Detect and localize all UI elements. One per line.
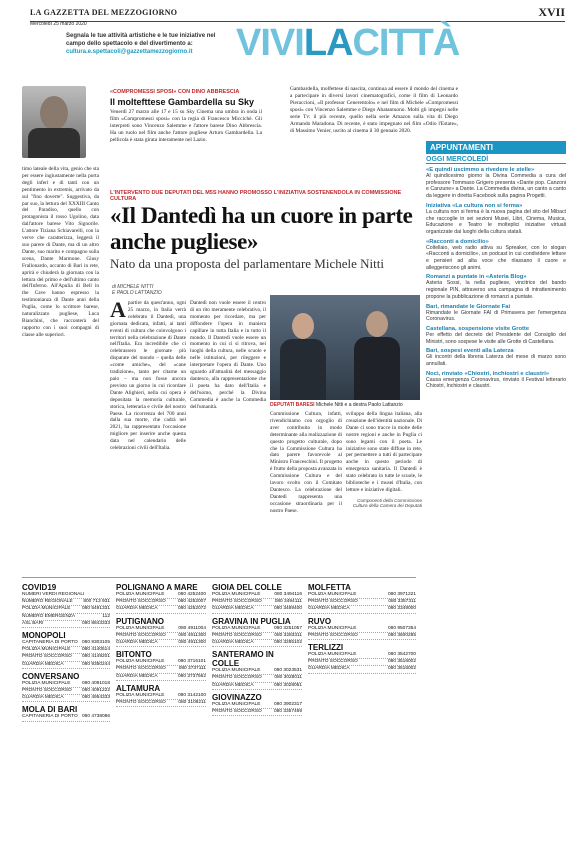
phone-number: 080 4091222 [81, 688, 110, 694]
phone-label: POLIZIA MUNICIPALE [22, 680, 71, 686]
phone-label: GUARDIA MEDICA [22, 695, 64, 701]
byline-author-1: di MICHELE NITTI [112, 284, 154, 290]
city-name: PUTIGNANO [116, 616, 164, 626]
phone-label: PRONTO SOCCORSO [116, 632, 166, 638]
phone-label: POLIZIA MUNICIPALE [212, 701, 261, 707]
pharmacy-column-3 [212, 580, 302, 835]
contact-note-text: Segnala le tue attività artistiche e le tue iniziative nel campo dello spettacolo e del divertimento a: [66, 33, 216, 47]
appointments-sidebar [426, 141, 566, 831]
news-box-gambardella [110, 89, 262, 144]
city-name: SANTERAMO IN COLLE [212, 650, 274, 669]
phone-row [308, 606, 416, 613]
phone-number: 080 5491331 [81, 606, 110, 612]
phone-number: 080 3357469 [273, 709, 302, 715]
city-name: CONVERSANO [22, 671, 80, 681]
phone-label: POLIZIA MUNICIPALE [308, 652, 357, 658]
phone-number: 080 3542700 [387, 652, 416, 658]
phone-label: PRONTO SOCCORSO [116, 599, 166, 605]
phone-row [116, 693, 206, 700]
deputy-2-head [366, 311, 388, 337]
appointment-title: Bari, sospesi eventi alla Laterza [426, 348, 514, 355]
appointment-text: Gli incontri della libreria Laterza del mese di marzo sono annullati. [426, 354, 566, 368]
phone-number: 800 713 931 [83, 599, 110, 605]
appointment-title: Noci, rinviato «Chiostri, inchiostri e claustri» [426, 370, 550, 377]
phone-number: 080 4140514 [81, 647, 110, 653]
phone-row [116, 666, 206, 673]
phone-number: 080 3251057 [273, 625, 302, 631]
phone-number: 080 3283311 [274, 632, 302, 638]
phone-row [212, 626, 302, 633]
phone-label: POLIZIA MUNICIPALE [116, 659, 165, 665]
photo-caption [270, 402, 420, 408]
appointment-title: «E quindi uscimmo a rivedere le stelle» [426, 167, 535, 173]
phone-label: POLIZIA MUNICIPALE [212, 668, 261, 674]
phone-number: 080 3600285 [387, 632, 416, 638]
phone-number: 080 3516002 [387, 666, 416, 672]
phone-row [22, 681, 110, 688]
appointments-heading: APPUNTAMENTI [426, 141, 566, 154]
phone-row [212, 606, 302, 613]
city-name: ALTAMURA [116, 683, 161, 693]
article-column-2: Dantedì non vuole essere il centro di un rito meramente celebrativo, il momento per ricordare, ma per diffondere l'opera in maniera capillare in tutta Italia e in tutto il mondo. Il Dantedì vuole essere un momento in cui ci si ritrova, nei luoghi della cultura, nelle scuole e nelle istituzioni, per rileggere e interpretare l'opera di Dante. Uno sguardo all'attualità del messaggio dantesco, alla rappresentazione che il poeta ha dato dell'Italia e dell'uomo, perché la Divina Commedia è anche la Commedia dell'umanità. [190, 300, 266, 410]
phone-number: 080 4149201 [81, 654, 110, 660]
phone-label: PRONTO SOCCORSO [212, 632, 262, 638]
phone-number: 080 3028011 [274, 675, 302, 681]
phone-row [308, 633, 416, 640]
phone-number: 080 3902317 [273, 701, 302, 707]
article-column-1 [110, 300, 186, 570]
phone-label: POLIZIA MUNICIPALE [22, 606, 71, 612]
phone-label: GUARDIA MEDICA [308, 606, 350, 612]
phone-label: NUMERI VERDI REGIONALI [22, 592, 85, 597]
phone-row [212, 683, 302, 690]
phone-number: 080 3108211 [178, 700, 206, 706]
phone-row [212, 709, 302, 716]
phone-number: 080 4252072 [177, 606, 206, 612]
phone-label: POLIZIA MUNICIPALE [22, 647, 71, 653]
appointment-text: La cultura non si ferma è la nuova pagina del sito del Mibact che raccoglie in sei sezioni Musei, Libri, Cinema, Musica, Educazione e Teatro le molteplici iniziative virtuali organizzate dai luoghi della cultura statali. [426, 208, 566, 235]
phone-number: 080 3357311 [388, 599, 416, 605]
phone-label: PRONTO SOCCORSO [116, 700, 166, 706]
phone-row [212, 633, 302, 640]
appointment-title: Iniziativa «La cultura non si ferma» [426, 202, 523, 209]
brand-part-b: LA [303, 22, 353, 64]
phone-label: PRONTO SOCCORSO [308, 632, 358, 638]
box-text: Venerdì 27 marzo alle 17 e 15 su Sky Cinema una umbra in onda il film «Compromessi sposi» con la regia di Francesco Miccichè. Gli interpreti sono Vincenzo Salemme e l'attore barese Dino Abbrescia. Ha un ruolo nel film anche l'attore pugliese Arturo Gambardella. La pellicola è stata girata interamente nel Lazio. [110, 109, 262, 143]
phone-label: ASL BARI [22, 620, 44, 626]
phone-row [212, 675, 302, 682]
appointment-text: Asteria Sossi, la nella pugliese, vincitrice del bando regionale PIN, attraverso una campagna di intrattenimento propone la pubblicazione di romanzi a puntate. [426, 280, 566, 300]
phone-label: PRONTO SOCCORSO [22, 654, 72, 660]
deputy-2-body [354, 337, 400, 400]
appointment-title: «Racconti a domicilio» [426, 238, 489, 245]
section-divider [22, 577, 416, 578]
phone-label: GUARDIA MEDICA [212, 640, 254, 646]
city-name: RUVO [308, 616, 332, 626]
article-kicker: L'INTERVENTO DUE DEPUTATI DEL M5S HANNO PROMOSSO L'INIZIATIVA SOSTENENDOLA IN COMMISSIONE CULTURA [110, 190, 402, 202]
phone-label: PRONTO SOCCORSO [308, 599, 358, 605]
phone-row [116, 674, 206, 681]
phone-row [22, 714, 110, 721]
city-name: GIOIA DEL COLLE [212, 583, 282, 592]
news-box-continued: Gambardella, molfettese di nascita, continua ad essere il mondo del cinema e a partecipare in diversi lavori cinematografici, come il film di Leonardo Pieraccioni, «Il professor Cenerentolo» e nel film di Michele «Compromessi sposi» con Vincenzo Salemme e Diego Abatantuono. Molti gli impegni nelle serie Tv: il più recente, quello nella serie Amazon sulla vita di Diego Armando Maradona. Di recente, è stato impegnato nel film «Odio l'Estate», di Massimo Venier, uscito al cinema il 30 gennaio 2020. [290, 86, 458, 134]
appointments-day: OGGI MERCOLEDÌ [426, 156, 566, 164]
box-title: Il moltefttese Gambardella su Sky [110, 97, 255, 107]
byline-author-2: E PAOLO LATTANZIO [112, 290, 162, 296]
phone-label: PRONTO SOCCORSO [308, 659, 358, 665]
portrait-photo [22, 86, 86, 158]
phone-number: 080 4911300 [178, 632, 206, 638]
phone-label: POLIZIA MUNICIPALE [116, 592, 165, 597]
phone-label: POLIZIA MUNICIPALE [212, 625, 261, 631]
pharmacy-column-1 [22, 580, 110, 835]
phone-label: GUARDIA MEDICA [212, 606, 254, 612]
city-name: TERLIZZI [308, 643, 344, 653]
phone-number: 080 3716101 [177, 659, 206, 665]
appointment-title: Bari, rimandate le Giornate Fai [426, 303, 511, 310]
phone-number: 080 9507354 [387, 625, 416, 631]
article-column-4-text: sviluppo della lingua italiana, alla creazione dell'identità nazionale. Di Dante ci sono tracce in molte delle nostre regioni e anche in Puglia ci sono legami con il poeta. Le iniziative sono state diffuse in rete, per permettere a tutti di partecipare anche in questo periodo di emergenza sanitaria. Il Dantedì è stato celebrato in tutte le scuole, le biblioteche e i musei d'Italia, con letture e iniziative digitali. [346, 411, 422, 493]
issue-date: Mercoledì 25 marzo 2020 [30, 21, 87, 27]
phone-number: 080 4911004 [178, 625, 206, 631]
section-brand [236, 22, 459, 65]
phone-label: GUARDIA MEDICA [116, 640, 158, 646]
phone-label: GUARDIA MEDICA [22, 661, 64, 667]
phone-label: CAPITANERIA DI PORTO [22, 640, 78, 646]
phone-label: PRONTO SOCCORSO [212, 675, 262, 681]
phone-number: 080 3489400 [273, 606, 302, 612]
phone-number: 080 3737111 [178, 666, 206, 672]
phone-row [116, 626, 206, 633]
phone-label: POLIZIA MUNICIPALE [212, 592, 261, 597]
phone-label: GUARDIA MEDICA [116, 673, 158, 679]
phone-label: GUARDIA MEDICA [212, 682, 254, 688]
phone-number: 080 3285102 [273, 640, 302, 646]
phone-label: NUMERO EMERGENZA [22, 613, 76, 619]
phone-row [116, 633, 206, 640]
phone-number: 080 4252400 [177, 592, 206, 597]
deputies-photo [270, 295, 420, 400]
appointments-list [426, 167, 566, 390]
city-name: MOLFETTA [308, 583, 351, 592]
phone-row [22, 606, 110, 613]
appointment-text: Coltellaio, web radio attiva su Spreaker, con lo slogan «Racconti a domicilio», un podcast in cui condividere letture e pensieri ad alta voce che rilassano il cuore e alleggeriscono gli animi. [426, 244, 566, 271]
caption-text: Michele Nitti e a destra Paolo Lattanzio [315, 402, 403, 408]
box-kicker: «COMPROMESSI SPOSI» CON DINO ABBRESCIA [110, 89, 240, 95]
drop-cap: A [110, 300, 126, 322]
city-name: BITONTO [116, 650, 152, 660]
phone-row [212, 702, 302, 709]
phone-label: PRONTO SOCCORSO [212, 599, 262, 605]
article-column-4 [346, 411, 422, 571]
appointment-text: Causa emergenza Coronavirus, rinviato il Festival letterario Chiostri, Inchiostri e claustri. [426, 376, 566, 390]
phone-number: 080 4738086 [81, 714, 110, 720]
phone-row [308, 666, 416, 673]
portrait-face [40, 96, 68, 130]
article-left-column: timo lateale della vita, genio che sta per essere ingiustamente nella porta degli inferi e di tanti con un pentimento in extremis, arrivato da sul "fino doverte". Suggestiva, da par suo, la lettura del XXXIII Canto del Paradiso, quello con protagonista il rosso Ugolino, data dall'attore barese Vito Signorile. L'attore Tiziana Schiavarelli, con la verve che caratterizza, leggerà il suo parere di Dante, ma di un altro Dante, suo marito e compagno sulla scena, Dante Marmone. Giusy Frallonardo, accanto di Bari in rete, aprirà e chiuderà la giornata con la lettura del primo e dell'ultimo canto dell'Inferno. All'Apulia di Bell in the Cave hanno espresso la testimonianza di Dante anni della Puglia, come lo scrittore barese, naturalizzato pugliese, Luca Bianchini, che racconterà del rapporto con i suoi compagni di classe alle superiori. [22, 166, 99, 338]
phone-number: 080 3737562 [177, 673, 206, 679]
phone-number: 080 3023531 [273, 668, 302, 674]
phone-number: 080 9303105 [81, 640, 110, 646]
phone-number: 080 3971221 [387, 592, 416, 597]
newspaper-name: LA GAZZETTA DEL MEZZOGIORNO [30, 8, 178, 17]
city-name: MOLA DI BARI [22, 705, 78, 715]
phone-label: POLIZIA MUNICIPALE [308, 625, 357, 631]
page-number: XVII [538, 5, 565, 19]
pharmacy-column-2 [116, 580, 206, 835]
contact-email[interactable]: cultura.e.spettacoli@gazzettamezzogiorno.it [66, 49, 193, 55]
phone-row [22, 621, 110, 628]
article-column-1-text: partire da quest'anno, ogni 25 marzo, in Italia verrà celebrato il Dantedì, una giornata dedicata, infatti, ai tanti eventi di cultura che coinvolgono i territori nella celebrazione di Dante nell'Italia. Era incredibile che ci celebrassero le giornate più disparate del mondo – quella delle «come amiche», del «cane tradizione», tanto per citarne un paio – ma non fosse ancora previsto un giorno in cui ricordare Dante Alighieri, nella cui opera è depositata la memoria culturale, storica, letteraria e civile del nostro Paese. La ricorrenza del 700 anni dalla sua morte, che cadrà nel 2021, ha rappresentato l'occasione migliore per inserire anche questa data nel calendario delle celebrazioni civili dell'Italia. [110, 300, 186, 452]
phone-number: 080 4954333 [81, 695, 110, 701]
phone-label: GUARDIA MEDICA [308, 666, 350, 672]
phone-row [212, 640, 302, 647]
phone-label: POLIZIA MUNICIPALE [116, 692, 165, 698]
page-header [30, 5, 565, 27]
phone-number: 080 4252007 [177, 599, 206, 605]
phone-label: CAPITANERIA DI PORTO [22, 714, 78, 720]
article-column-3: Commissione Cultura, infatti, rivendichiamo con orgoglio di aver contribuito in modo determinante alla realizzazione di questo progetto culturale, dopo che la Commissione Cultura ha dato parere favorevole al Ministro Franceschini. Il progetto è frutto della proposta avanzata in Commissione Cultura e del lavoro svolto con il Comitato Dantesco. La celebrazione del Dantedì rappresenta una occasione straordinaria per il nostro Paese. [270, 411, 342, 514]
phone-row [22, 662, 110, 669]
pharmacy-column-4 [308, 580, 416, 835]
phone-number: 080 3494111 [274, 599, 302, 605]
phone-row [22, 614, 110, 621]
phone-number: 080 3494116 [274, 592, 302, 597]
deputy-1-body [280, 339, 326, 400]
phone-label: PRONTO SOCCORSO [212, 709, 262, 715]
author-note: Componenti della Commissione Cultura della Camera dei Deputati [352, 497, 422, 509]
city-name: COVID19 [22, 583, 57, 592]
phone-number: 080 3516002 [387, 659, 416, 665]
city-name: GRAVINA IN PUGLIA [212, 616, 291, 626]
phone-number: 080 4091018 [81, 680, 110, 686]
phone-label: NUMERO REGIONALE [22, 599, 73, 605]
phone-row [116, 606, 206, 613]
deputy-1-head [292, 313, 314, 339]
appointment-text: Al quindicesimo giorno la Divina Commedia a cura del professore Tommaso Grigero presenta «Dante pop. Canzoni e Canzune» a Dante. La Commedia divina, un canto a canto da leggere in diretta Facebook sulla pagina Progetti. [426, 173, 566, 200]
article-byline [112, 284, 162, 296]
appointment-title: Romanzi a puntate in «Asteria Blog» [426, 274, 527, 281]
phone-number: 080 9350244 [81, 661, 110, 667]
brand-part-a: VIVI [236, 22, 304, 64]
city-name: MONOPOLI [22, 631, 66, 641]
phone-label: POLIZIA MUNICIPALE [308, 592, 357, 597]
phone-number: 080 8843333 [81, 620, 110, 626]
appointment-text: Per effetto del decreto del Presidente del Consiglio dei Ministri, sono sospese le visite alle Grotte di Castellana. [426, 331, 566, 345]
phone-number: 080 3142100 [177, 692, 206, 698]
brand-part-c: CITTÀ [352, 22, 460, 64]
caption-label: DEPUTATI BARESI [270, 402, 315, 408]
phone-label: GUARDIA MEDICA [116, 606, 158, 612]
article-headline: «Il Dantedì ha un cuore in parte anche pugliese» [110, 203, 413, 254]
phone-number: 112 [102, 613, 110, 619]
phone-number: 080 4911300 [178, 640, 206, 646]
portrait-body [28, 128, 80, 158]
appointment-text: Rimandate le Giornate FAI di Primavera per l'emergenza Coronavirus. [426, 309, 566, 323]
city-name: GIOVINAZZO [212, 692, 262, 702]
phone-row [116, 700, 206, 707]
city-name: POLIGNANO A MARE [116, 583, 198, 592]
phone-number: 080 3349000 [387, 606, 416, 612]
phone-label: PRONTO SOCCORSO [22, 688, 72, 694]
contact-note [66, 32, 216, 56]
phone-label: PRONTO SOCCORSO [116, 666, 166, 672]
phone-number: 080 3028051 [273, 682, 302, 688]
phone-row [116, 640, 206, 647]
appointment-title: Castellana, sospensione visite Grotte [426, 325, 530, 332]
article-subhead: Nato da una proposta del parlamentare Michele Nitti [110, 256, 384, 271]
phone-row [22, 695, 110, 702]
phone-row [22, 654, 110, 661]
phone-row [308, 626, 416, 633]
phone-label: POLIZIA MUNICIPALE [116, 625, 165, 631]
